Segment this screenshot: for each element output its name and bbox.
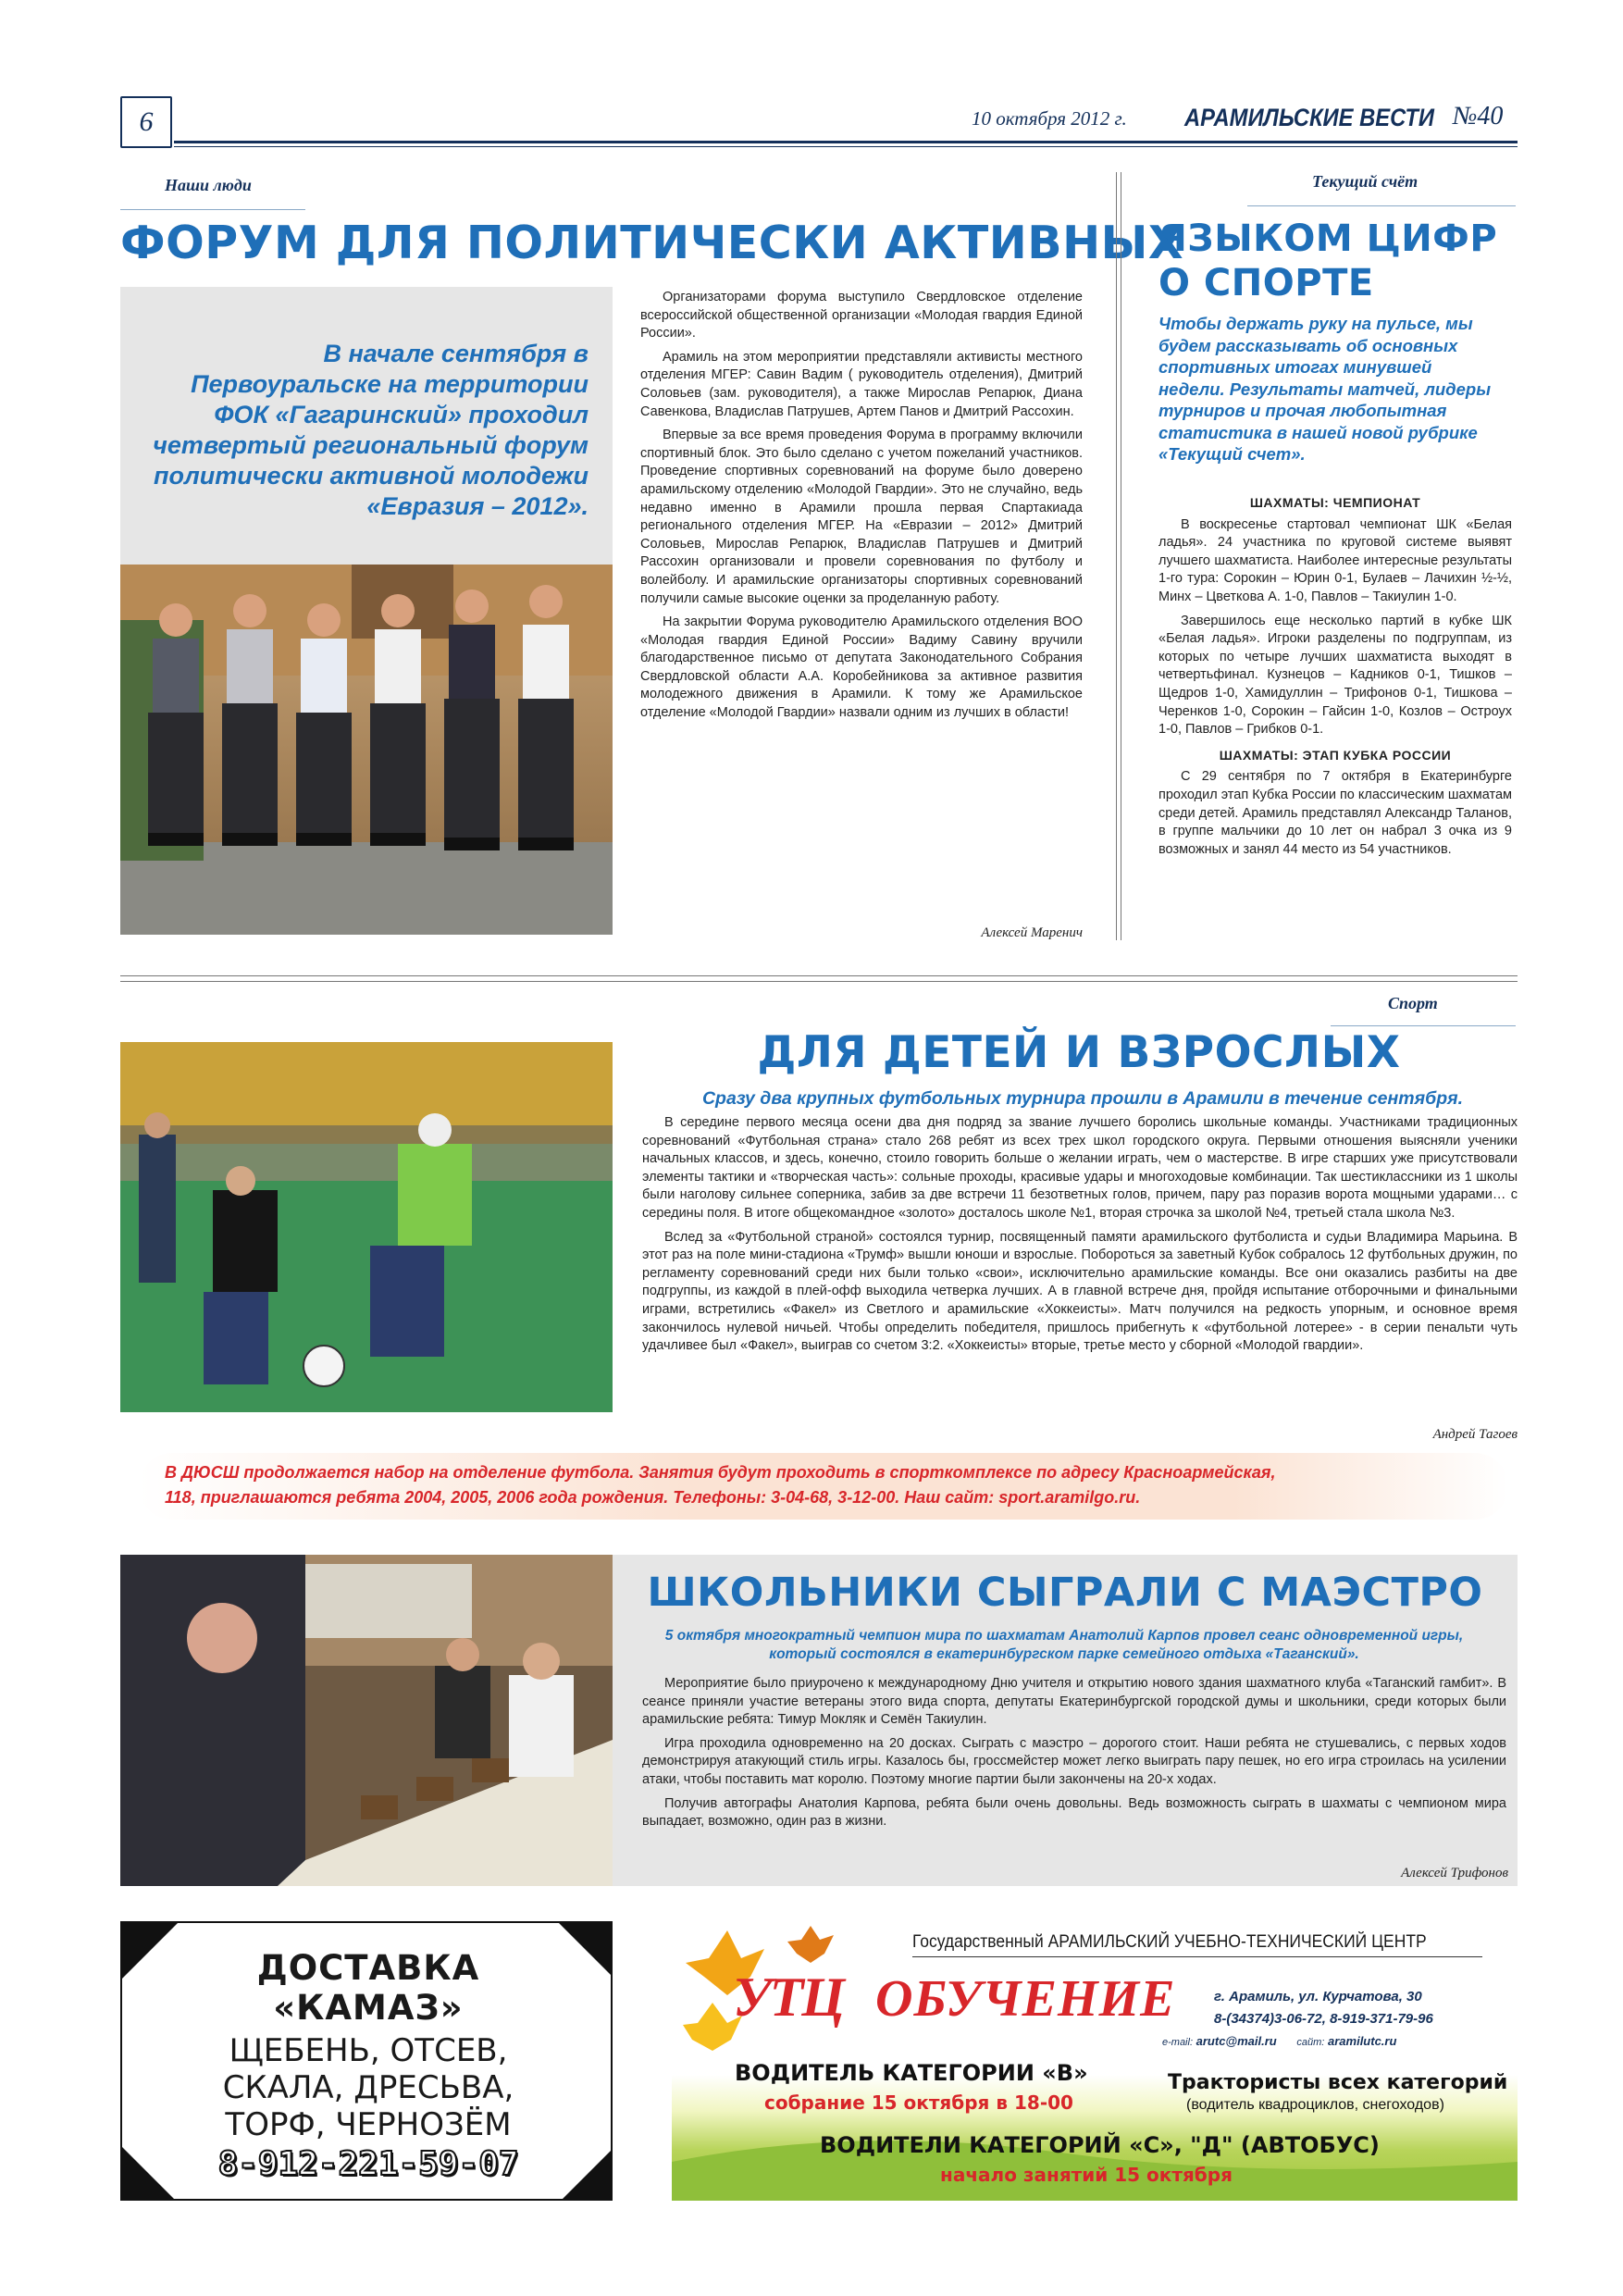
numbers-title xyxy=(1158,217,1497,305)
utc-cat-cd-date: начало занятий 15 октября xyxy=(940,2164,1233,2186)
numbers-title-line2: О СПОРТЕ xyxy=(1158,262,1374,304)
utc-ad xyxy=(672,1921,1518,2201)
forum-group-photo xyxy=(120,565,613,935)
page-number: 6 xyxy=(139,106,154,137)
forum-author: Алексей Маренич xyxy=(981,925,1083,940)
kids-body xyxy=(642,1114,1518,1361)
notice-line1: В ДЮСШ продолжается набор на отделение футбола. Занятия будут проходить в спорткомплексе по адресу Красноармейская, xyxy=(165,1463,1276,1482)
kamaz-ad xyxy=(120,1921,613,2201)
kids-paragraph: В середине первого месяца осени два дня подряд за звание лучшего боролись школьные команды. Участниками традиционных соревнований «Футбольная страна» стало 268 ребят из всех трех школ городского округа. Первыми отношения выясняли ученики начальных классов, и здесь, конечно, стоило говорить больше о желании играть, чем о мастерстве. В игре старших уже присутствовали элементы тактики и «творческая часть»: сольные проходы, красивые удары и многоходовые комбинации. Так шестиклассники из 1 школы были наголову сильнее соперника, забив за две встречи 11 безответных голов, причем, пару раз поразив ворота мощными ударами… с середины поля. В итоге общекомандное «золото» досталось школе №1, вторая строчка за школой №4, третьей стала школа №3. xyxy=(642,1115,1518,1221)
header-date: 10 октября 2012 г. xyxy=(972,107,1127,130)
utc-org-name: АРАМИЛЬСКИЙ УЧЕБНО-ТЕХНИЧЕСКИЙ ЦЕНТР xyxy=(1047,1932,1427,1952)
numbers-rubric-line xyxy=(1247,205,1516,206)
utc-org xyxy=(912,1932,1427,1953)
utc-site-label: сайт: xyxy=(1296,2037,1325,2048)
chess-session-photo xyxy=(120,1555,613,1886)
column-divider xyxy=(1116,172,1121,940)
kids-author: Андрей Тагоев xyxy=(1432,1427,1518,1442)
kamaz-line5: ТОРФ, ЧЕРНОЗЁМ xyxy=(225,2106,512,2143)
utc-headline: ОБУЧЕНИЕ xyxy=(875,1970,1176,2028)
chess-photo xyxy=(120,1555,613,1886)
notice-line2: 118, приглашаются ребята 2004, 2005, 2006 года рождения. Телефоны: 3-04-68, 3-12-00. Наш сайт: sport.aramilgo.ru. xyxy=(165,1488,1141,1507)
kamaz-line2: «КАМАЗ» xyxy=(273,1988,464,2028)
numbers-paragraph: С 29 сентября по 7 октября в Екатеринбурге проходил этап Кубка России по классическим шахматам среди детей. Арамиль представлял Александр Таланов, в группе мальчики до 10 лет он набрал 3 очка из 9 возможных и занял 44 место из 54 участников. xyxy=(1158,769,1513,857)
utc-online xyxy=(1162,2034,1396,2048)
forum-paragraph: На закрытии Форума руководителю Арамильского отделения ВОО «Молодая гвардия Единой России» Вадиму Савину вручили благодарственное письмо от депутата Законодательного Собрания Свердловской области А.А. Коробейникова за активное развития молодежного движения в Арамили. К тому же Арамильское отделение «Молодой Гвардии» назвали одним из лучших в области! xyxy=(640,614,1083,721)
forum-lead: В начале сентября в Первоуральске на территории ФОК «Гагаринский» проходил четвертый региональный форум политически активной молодежи «Евразия – 2012». xyxy=(153,340,588,520)
forum-photo xyxy=(120,565,613,935)
forum-paragraph: Впервые за все время проведения Форума в программу включили спортивный блок. Это было сделано с учетом пожеланий участников. Проведение спортивных соревнований на форуме было доверено арамильскому отделению «Молодой Гвардии». Это не случайно, ведь недавно именно в Арамили прошла первая Спартакиада регионального отделения МГЕР. На «Евразии – 2012» Дмитрий Соловьев, Мирослав Репарюк, Владислав Патрушев и Дмитрий Рассохин организовали и провели соревнования по футболу и волейболу. И арамильские организаторы спортивных соревнований получили самые высокие оценки за проделанную работу. xyxy=(640,428,1083,606)
chess-lead: 5 октября многократный чемпион мира по шахматам Анатолий Карпов провел сеанс одновременной игры, который состоялся в екатеринбургском парке семейного отдыха «Таганский». xyxy=(664,1628,1464,1662)
forum-lead-box xyxy=(120,287,613,935)
football-match-photo xyxy=(120,1042,613,1412)
page-number-box xyxy=(120,96,172,148)
chess-author: Алексей Трифонов xyxy=(1401,1866,1508,1880)
kamaz-line4: СКАЛА, ДРЕСЬВА, xyxy=(222,2069,514,2106)
kamaz-phone[interactable]: 8-912-221-59-07 xyxy=(217,2145,519,2183)
issue-number: №40 xyxy=(1453,102,1504,130)
utc-contacts xyxy=(1214,1986,1433,2030)
utc-logo: УТЦ xyxy=(733,1967,844,2028)
kids-rubric-line xyxy=(1331,1025,1516,1026)
chess-paragraph: Мероприятие было приурочено к международному Дню учителя и открытию нового здания шахматного клуба «Таганский гамбит». В сеансе приняли участие ветераны этого вида спорта, депутаты Екатеринбургской городской думы и школьники, среди которых были арамильские ребята: Тимур Мокляк и Семён Такиулин. xyxy=(642,1676,1506,1728)
paper-name: АРАМИЛЬСКИЕ ВЕСТИ xyxy=(1184,104,1434,131)
kids-lead: Сразу два крупных футбольных турнира прошли в Арамили в течение сентября. xyxy=(701,1088,1464,1109)
numbers-rubric: Текущий счёт xyxy=(1312,172,1419,191)
utc-email[interactable]: arutc@mail.ru xyxy=(1196,2034,1277,2048)
forum-paragraph: Организаторами форума выступило Свердловское отделение всероссийской общественной организации «Молодая гвардия Единой России». xyxy=(640,290,1083,341)
utc-cat-cd: ВОДИТЕЛИ КАТЕГОРИЙ «С», "Д" (АВТОБУС) xyxy=(820,2132,1380,2158)
forum-title: ФОРУМ ДЛЯ ПОЛИТИЧЕСКИ АКТИВНЫХ xyxy=(120,217,1184,269)
numbers-lead: Чтобы держать руку на пульсе, мы будем рассказывать об основных спортивных итогах минувшей недели. Результаты матчей, лидеры турниров и прочая любопытная статистика в нашей новой рубрике «Текущий счет». xyxy=(1158,314,1492,464)
kids-paragraph: Вслед за «Футбольной страной» состоялся турнир, посвященный памяти арамильского футболиста и судьи Владимира Марьина. В этот раз на поле мини-стадиона «Трумф» вышли юноши и взрослые. Побороться за заветный Кубок собралось 12 футбольных дружин, по регламенту соревнований среди них были только «свои», исключительно арамильские команды. Все они оказались разбиты на две подгруппы, из каждой в плей-офф выходила четверка лучших. А в главной встрече дня, пройдя испытание отборочными и финальными играми, встретились «Факел» из Светлого и арамильские «Хоккеисты». Матч получился на редкость упорным, и основное время закончилось нулевой ничьей. Чтобы определить победителя, пришлось прибегнуть к «футбольной лотерее» - в серии пенальти чуть удачливее был «Факел», выиграв со счетом 3:2. «Хоккеисты» вторые, третье место у сборной «Молодой гвардии». xyxy=(642,1229,1518,1354)
chess-body xyxy=(642,1675,1506,1837)
kids-rubric: Спорт xyxy=(1388,994,1438,1012)
utc-site[interactable]: aramilutc.ru xyxy=(1328,2034,1397,2048)
utc-org-prefix: Государственный xyxy=(912,1932,1044,1952)
kamaz-line3: ЩЕБЕНЬ, ОТСЕВ, xyxy=(229,2032,508,2069)
utc-tractor-note: (водитель квадроциклов, снегоходов) xyxy=(1186,2097,1444,2113)
numbers-paragraph: В воскресенье стартовал чемпионат ШК «Белая ладья». 24 участника по круговой системе выявят лучшего шахматиста. Наиболее интересные результаты 1-го тура: Сорокин – Юрин 0-1, Булаев – Лачихин ½-½, Минх – Цветкова А. 1-0, Павлов – Такиулин 1-0. xyxy=(1158,516,1512,604)
numbers-body xyxy=(1158,487,1512,864)
section-divider xyxy=(120,975,1518,982)
utc-org-underline xyxy=(912,1956,1482,1957)
utc-cat-b-date: собрание 15 октября в 18-00 xyxy=(764,2091,1073,2114)
utc-cat-b: ВОДИТЕЛЬ КАТЕГОРИИ «В» xyxy=(735,2060,1088,2086)
football-school-notice xyxy=(139,1453,1508,1520)
page-header xyxy=(120,96,1518,152)
chess-championship-subhead: ШАХМАТЫ: ЧЕМПИОНАТ xyxy=(1249,495,1421,510)
forum-paragraph: Арамиль на этом мероприятии представляли активисты местного отделения МГЕР: Савин Вадим ( руководитель отделения), Дмитрий Соловьев (зам. руководителя), а также Мирослав Репарюк, Диана Савенкова, Владислав Патрушев, Артем Панов и Дмитрий Рассохин. xyxy=(640,349,1083,419)
forum-rubric-line xyxy=(120,209,305,210)
chess-cup-subhead: ШАХМАТЫ: ЭТАП КУБКА РОССИИ xyxy=(1219,747,1452,763)
numbers-paragraph: Завершилось еще несколько партий в кубке ШК «Белая ладья». Игроки разделены по подгруппам, из которых по четыре лучших шахматиста выходят в четвертьфинал. Кузнецов – Кадников 0-1, Тишков – Щедров 1-0, Хамидуллин – Трифонов 0-1, Тишкова – Черенков 1-0, Сорокин – Гайсин 1-0, Козлов – Остроух 1-0, Павлов – Грибков 0-1. xyxy=(1158,613,1512,738)
utc-phones: 8-(34374)3-06-72, 8-919-371-79-96 xyxy=(1214,2011,1433,2027)
header-rule xyxy=(174,141,1518,147)
kamaz-line1: ДОСТАВКА xyxy=(256,1948,480,1988)
chess-paragraph: Игра проходила одновременно на 20 досках. Сыграть с маэстро – дорогого стоит. Наши ребята не стушевались, с первых ходов демонстрируя атакующий стиль игры. Казалось бы, гроссмейстер может легко выиграть пару пешек, но его игра строилась на усилении атаки, чтобы поставить мат королю. Поэтому многие партии были закончены на 20-х ходах. xyxy=(642,1735,1506,1787)
forum-rubric: Наши люди xyxy=(165,176,252,194)
kamaz-text xyxy=(122,1949,613,2186)
utc-email-label: e-mail: xyxy=(1162,2037,1194,2048)
kids-title: ДЛЯ ДЕТЕЙ И ВЗРОСЛЫХ xyxy=(757,1027,1401,1078)
football-photo xyxy=(120,1042,613,1412)
utc-address: г. Арамиль, ул. Курчатова, 30 xyxy=(1214,1989,1422,2004)
chess-paragraph: Получив автографы Анатолия Карпова, ребята были очень довольны. Ведь возможность сыграть в шахматы с чемпионом мира выпадает, возможно, один раз в жизни. xyxy=(642,1795,1506,1830)
numbers-title-line1: ЯЗЫКОМ ЦИФР xyxy=(1158,217,1498,260)
forum-body xyxy=(640,289,1083,728)
utc-tractor: Трактористы всех категорий xyxy=(1168,2071,1508,2094)
chess-title: ШКОЛЬНИКИ СЫГРАЛИ С МАЭСТРО xyxy=(647,1570,1483,1616)
